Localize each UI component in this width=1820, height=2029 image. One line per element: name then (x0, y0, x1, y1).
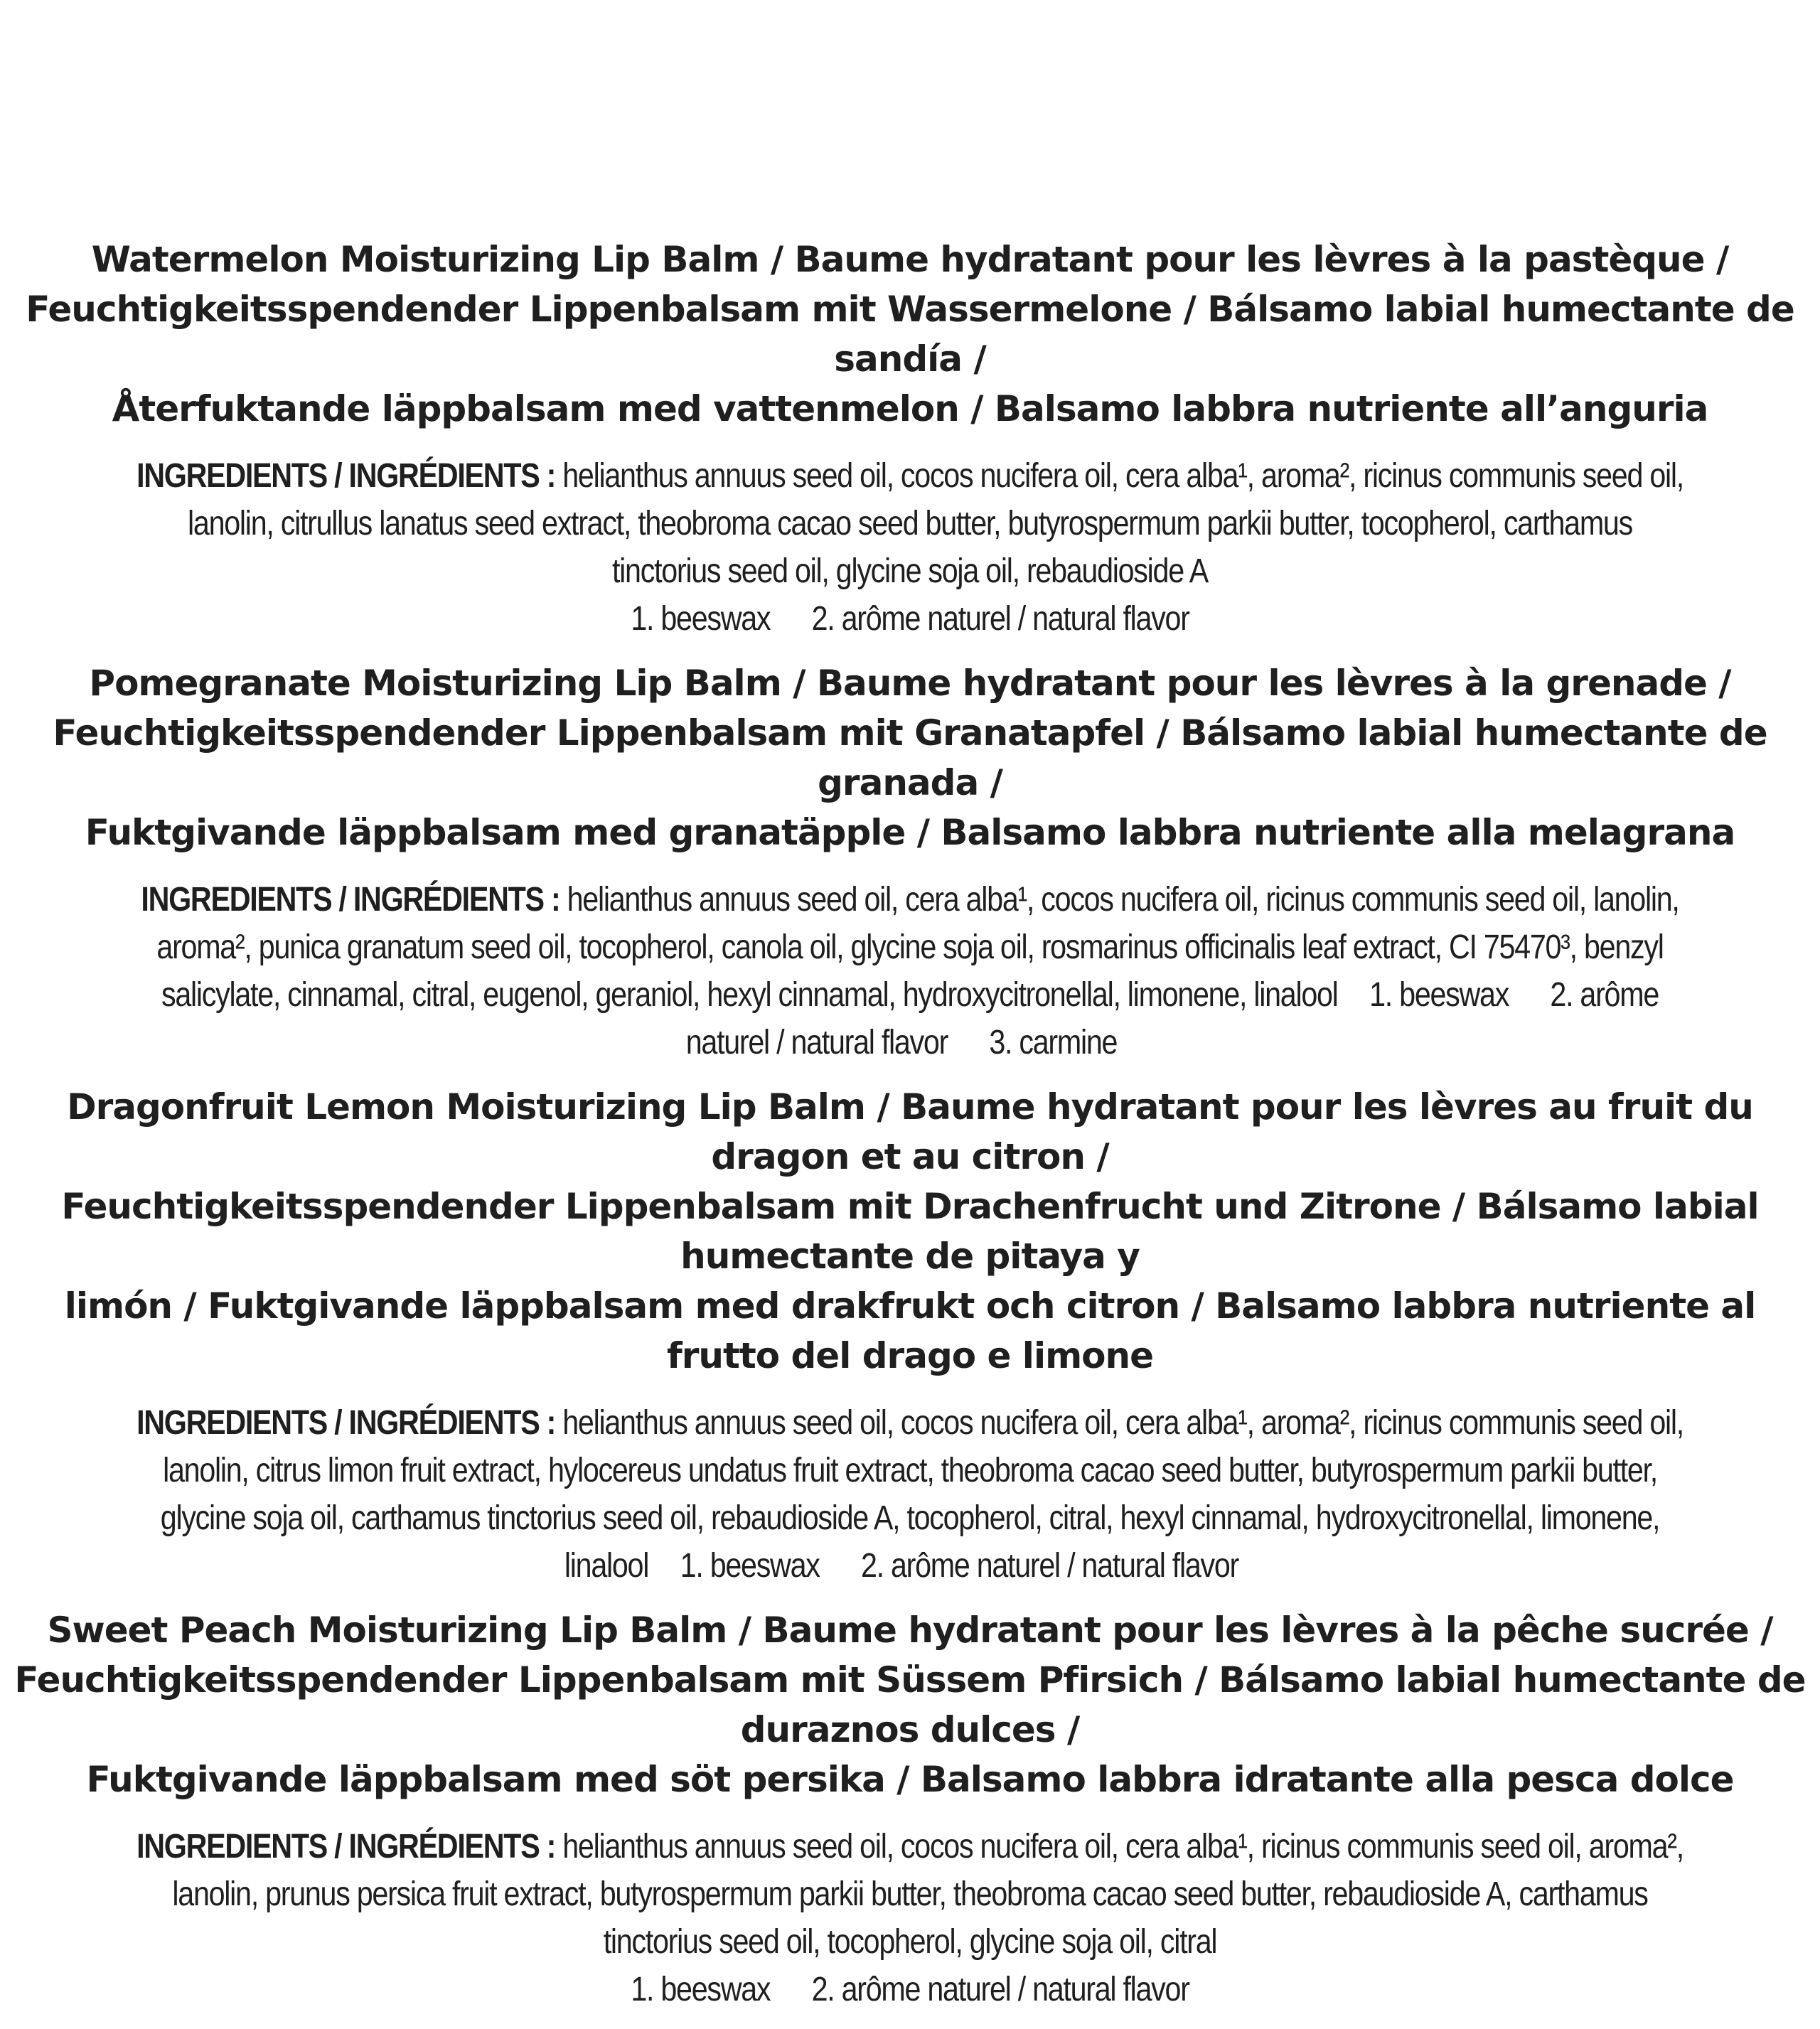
footnote: 1. beeswax (631, 1971, 771, 2008)
title-line: limón / Fuktgivande läppbalsam med drakfrukt och citron / Balsamo labbra nutriente al frutto del drago e limone (64, 1285, 1756, 1376)
ingredients-label: INGREDIENTS / INGRÉDIENTS : (141, 881, 560, 919)
ingredients-block (134, 876, 1686, 1066)
product-pomegranate (0, 658, 1820, 1066)
title-line: Dragonfruit Lemon Moisturizing Lip Balm / Baume hydratant pour les lèvres au fruit du dragon et au citron / (67, 1086, 1753, 1177)
ingredients-block (134, 1399, 1686, 1590)
title-line: Feuchtigkeitsspendender Lippenbalsam mit Granatapfel / Bálsamo labial humectante de granada / (53, 712, 1767, 803)
footnotes (134, 595, 1686, 643)
ingredients-text: helianthus annuus seed oil, cera alba¹, cocos nucifera oil, ricinus communis seed oil, lanolin, aroma², punica granatum seed oil, tocopherol, canola oil, glycine soja oil, rosmarinus officinalis leaf extract, CI 75470³, benzyl salicylate, cinnamal, citral, eugenol, geraniol, hexyl cinnamal, hydroxycitronellal, limonene, linalool (156, 881, 1679, 1014)
title-line: Sweet Peach Moisturizing Lip Balm / Baume hydratant pour les lèvres à la pêche sucrée / (47, 1610, 1773, 1651)
title-line: Återfuktande läppbalsam med vattenmelon / Balsamo labbra nutriente all’anguria (112, 388, 1708, 429)
title-line: Feuchtigkeitsspendender Lippenbalsam mit Drachenfrucht und Zitrone / Bálsamo labial humectante de pitaya y (61, 1186, 1759, 1277)
title-line: Feuchtigkeitsspendender Lippenbalsam mit Wassermelone / Bálsamo labial humectante de sandía / (26, 289, 1794, 380)
footnotes (134, 1966, 1686, 2013)
product-dragonfruit-lemon (0, 1082, 1820, 1590)
title-line: Feuchtigkeitsspendender Lippenbalsam mit Süssem Pfirsich / Bálsamo labial humectante de duraznos dulces / (14, 1659, 1806, 1750)
ingredients-label: INGREDIENTS / INGRÉDIENTS : (136, 457, 556, 495)
product-title (14, 1605, 1806, 1804)
footnote: 1. beeswax (1369, 976, 1509, 1014)
footnote: 2. arôme naturel / natural flavor (685, 976, 1659, 1061)
title-line: Pomegranate Moisturizing Lip Balm / Baume hydratant pour les lèvres à la grenade / (89, 663, 1731, 704)
ingredients-label: INGREDIENTS / INGRÉDIENTS : (136, 1828, 556, 1865)
product-title (14, 1082, 1806, 1381)
footnote: 2. arôme naturel / natural flavor (860, 1547, 1239, 1585)
title-line: Watermelon Moisturizing Lip Balm / Baume hydratant pour les lèvres à la pastèque / (91, 239, 1729, 280)
ingredients-block (134, 1823, 1686, 2013)
ingredients-label: INGREDIENTS / INGRÉDIENTS : (136, 1404, 556, 1442)
footnote: 2. arôme naturel / natural flavor (811, 600, 1189, 638)
footnote: 1. beeswax (631, 600, 771, 638)
footnote: 3. carmine (989, 1024, 1118, 1061)
title-line: Fuktgivande läppbalsam med granatäpple / Balsamo labbra nutriente alla melagrana (85, 812, 1735, 853)
product-title (14, 658, 1806, 857)
title-line: Fuktgivande läppbalsam med söt persika / Balsamo labbra idratante alla pesca dolce (86, 1759, 1734, 1800)
ingredients-block (134, 452, 1686, 643)
ingredients-label-page (0, 235, 1820, 2029)
ingredients-text: helianthus annuus seed oil, cocos nucifera oil, cera alba¹, ricinus communis seed oil, aroma², lanolin, prunus persica fruit extract, butyrospermum parkii butter, theobroma cacao seed butter, rebaudioside A, carthamus tinctorius seed oil, tocopherol, glycine soja oil, citral (172, 1828, 1684, 1961)
ingredients-text: helianthus annuus seed oil, cocos nucifera oil, cera alba¹, aroma², ricinus communis seed oil, lanolin, citrullus lanatus seed extract, theobroma cacao seed butter, butyrospermum parkii butter, tocopherol, carthamus tinctorius seed oil, glycine soja oil, rebaudioside A (188, 457, 1684, 590)
product-watermelon (0, 235, 1820, 643)
footnote: 1. beeswax (680, 1547, 820, 1585)
product-sweet-peach (0, 1605, 1820, 2013)
product-title (14, 235, 1806, 434)
footnote: 2. arôme naturel / natural flavor (811, 1971, 1189, 2008)
ingredients-text: helianthus annuus seed oil, cocos nucifera oil, cera alba¹, aroma², ricinus communis seed oil, lanolin, citrus limon fruit extract, hylocereus undatus fruit extract, theobroma cacao seed butter, butyrospermum parkii butter, glycine soja oil, carthamus tinctorius seed oil, rebaudioside A, tocopherol, citral, hexyl cinnamal, hydroxycitronellal, limonene, linalool (160, 1404, 1684, 1585)
